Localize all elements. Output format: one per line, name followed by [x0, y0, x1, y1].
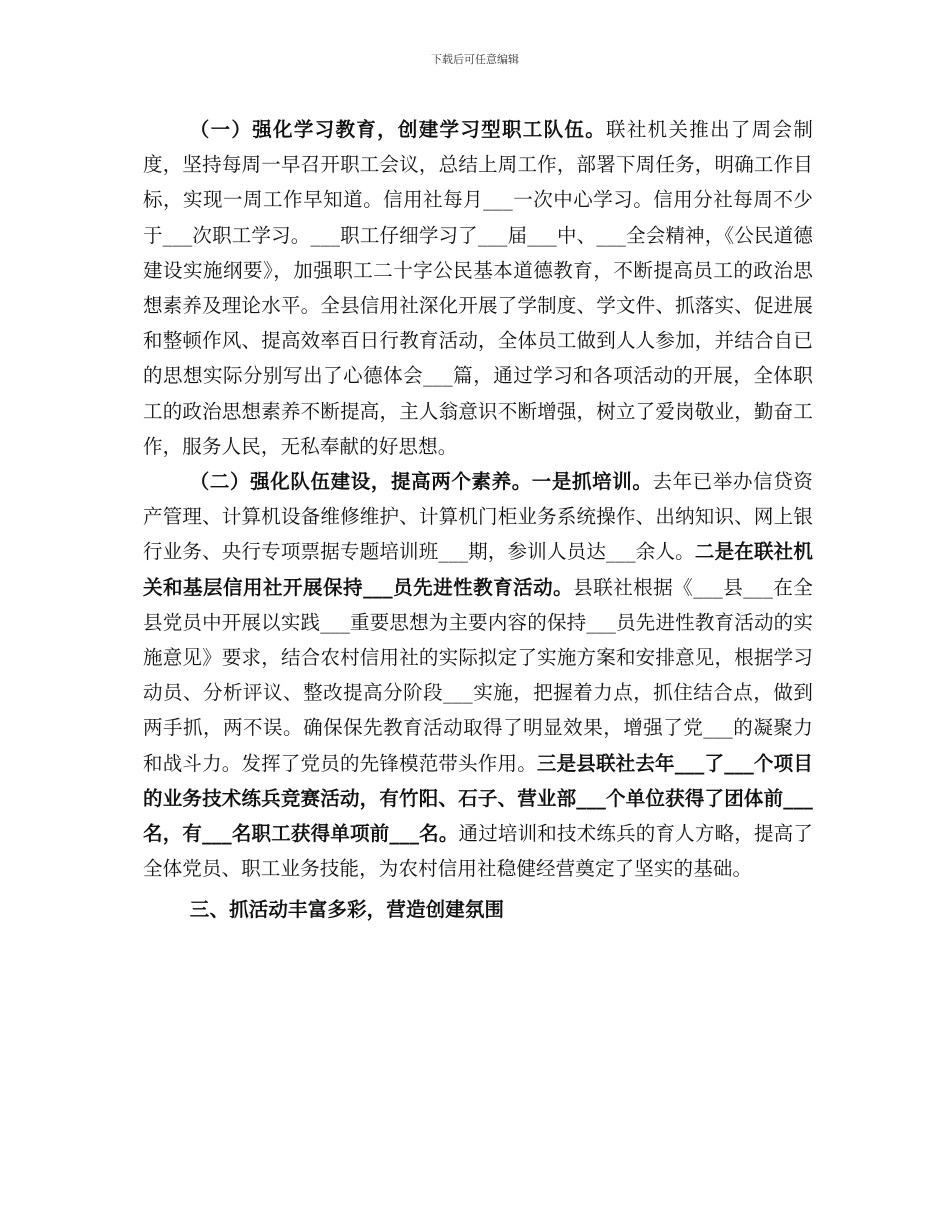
section-heading: 三、抓活动丰富多彩，营造创建氛围: [189, 898, 505, 922]
paragraph-study-education: [143, 112, 813, 464]
paragraph-text: 县联社根据《___县___在全县党员中开展以实践___重要思想为主要内容的保持___员先进性教育活动的实施意见》要求，结合农村信用社的实际拟定了实施方案和安排意见，根据学习动员、分析评议、整改提高分阶段___实施，把握着力点，抓住结合点，做到两手抓，两不误。确保保先教育活动取得了明显效果，增强了党___的凝聚力和战斗力。发挥了党员的先锋模范带头作用。: [143, 575, 813, 775]
paragraph-text: 联社机关推出了周会制度，坚持每周一早召开职工会议，总结上周工作，部署下周任务，明确工作目标，实现一周工作早知道。信用社每月___一次中心学习。信用分社每周不少于___次职工学习。___职工仔细学习了___届___中、___全会精神，《公民道德建设实施纲要》，加强职工二十字公民基本道德教育，不断提高员工的政治思想素养及理论水平。全县信用社深化开展了学制度、学文件、抓落实、促进展和整顿作风、提高效率百日行教育活动，全体员工做到人人参加，并结合自已的思想实际分别写出了心德体会___篇，通过学习和各项活动的开展，全体职工的政治思想素养不断提高，主人翁意识不断增强，树立了爱岗敬业，勤奋工作，服务人民，无私奉献的好思想。: [143, 118, 813, 458]
paragraph-heading-team-building: （二）强化队伍建设，提高两个素养。一是抓培训。: [189, 470, 653, 494]
paragraph-text: 通过培训和技术练兵的育人方略，提高了全体党员、职工业务技能，为农村信用社稳健经营奠定了坚实的基础。: [143, 822, 813, 881]
paragraph-heading-study-education: （一）强化学习教育，创建学习型职工队伍。: [189, 118, 607, 141]
paragraph-text: 去年已举办信贷资产管理、计算机设备维修维护、计算机门柜业务系统操作、出纳知识、网上银行业务、央行专项票据专题培训班___期，参训人员达___余人。: [143, 470, 814, 564]
document-body: [143, 112, 813, 928]
paragraph-team-building: [143, 464, 813, 886]
paragraph-emphasis-education-activity: 二是在联社机关和基层信用社开展保持___员先进性教育活动。: [143, 540, 813, 599]
page-header: 下载后可任意编辑: [431, 53, 519, 66]
paragraph-emphasis-skills-competition: 三是县联社去年___了___个项目的业务技术练兵竞赛活动，有竹阳、石子、营业部___个单位获得了团体前___名，有___名职工获得单项前___名。: [143, 751, 813, 846]
